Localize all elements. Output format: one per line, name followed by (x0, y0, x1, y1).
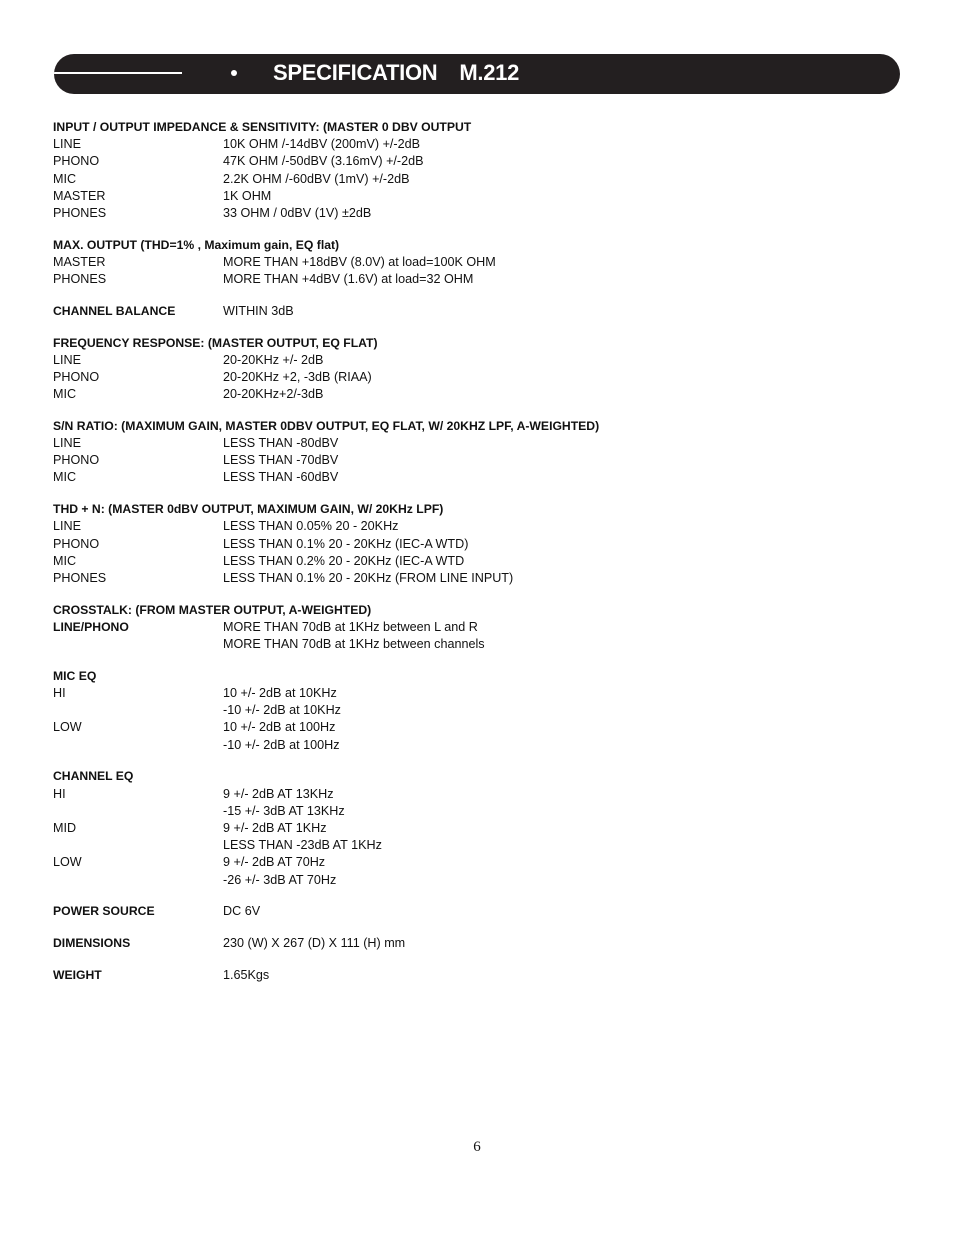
banner-line-decoration (54, 72, 182, 74)
spec-section (53, 303, 913, 320)
spec-row (53, 619, 913, 636)
spec-value: -10 +/- 2dB at 10KHz (223, 703, 341, 718)
spec-label: HI (53, 786, 66, 801)
spec-section (53, 903, 913, 920)
spec-label: PHONO (53, 154, 100, 169)
model-name: M.212 (459, 60, 520, 85)
spec-row (53, 386, 913, 403)
spec-row (53, 452, 913, 469)
page-number: 6 (473, 1139, 481, 1155)
spec-value: LESS THAN 0.1% 20 - 20KHz (FROM LINE INPUT) (223, 570, 514, 585)
spec-row (53, 786, 913, 803)
spec-row (53, 369, 913, 386)
spec-label: LINE (53, 137, 81, 152)
spec-value: 1.65Kgs (223, 967, 270, 982)
spec-value: 20-20KHz +2, -3dB (RIAA) (223, 369, 372, 384)
spec-value: 10K OHM /-14dBV (200mV) +/-2dB (223, 137, 421, 152)
spec-value: -26 +/- 3dB AT 70Hz (223, 872, 337, 887)
spec-value: WITHIN 3dB (223, 303, 294, 318)
spec-label: PHONO (53, 536, 100, 551)
spec-row (53, 153, 913, 170)
spec-label (53, 872, 223, 889)
page-title (273, 60, 519, 86)
spec-row (53, 136, 913, 153)
spec-value: MORE THAN 70dB at 1KHz between L and R (223, 619, 478, 634)
section-heading: MIC EQ (53, 668, 97, 683)
spec-label: DIMENSIONS (53, 935, 131, 950)
spec-section (53, 935, 913, 952)
spec-row (53, 967, 913, 984)
spec-label: PHONES (53, 206, 107, 221)
spec-row (53, 636, 913, 653)
spec-label: LOW (53, 720, 82, 735)
spec-value: 10 +/- 2dB at 100Hz (223, 720, 336, 735)
spec-row (53, 702, 913, 719)
spec-label: MASTER (53, 254, 106, 269)
spec-row (53, 737, 913, 754)
spec-row (53, 303, 913, 320)
spec-row (53, 854, 913, 871)
spec-row (53, 171, 913, 188)
spec-row (53, 903, 913, 920)
spec-value: 2.2K OHM /-60dBV (1mV) +/-2dB (223, 171, 410, 186)
spec-section (53, 418, 913, 487)
spec-value: 10 +/- 2dB at 10KHz (223, 685, 337, 700)
spec-label: POWER SOURCE (53, 904, 155, 919)
spec-row (53, 837, 913, 854)
spec-row (53, 205, 913, 222)
spec-section (53, 602, 913, 654)
page-title-text: SPECIFICATION (273, 60, 438, 85)
section-heading: S/N RATIO: (MAXIMUM GAIN, MASTER 0DBV OUTPUT, EQ FLAT, W/ 20KHZ LPF, A-WEIGHTED) (53, 418, 600, 433)
spec-label: LINE/PHONO (53, 619, 129, 634)
spec-row (53, 352, 913, 369)
spec-value: 9 +/- 2dB AT 70Hz (223, 855, 326, 870)
section-heading: FREQUENCY RESPONSE: (MASTER OUTPUT, EQ FLAT) (53, 335, 378, 350)
spec-label: HI (53, 685, 66, 700)
spec-value: 47K OHM /-50dBV (3.16mV) +/-2dB (223, 154, 424, 169)
spec-value: 1K OHM (223, 188, 272, 203)
spec-row (53, 271, 913, 288)
spec-row (53, 935, 913, 952)
spec-label: PHONES (53, 272, 107, 287)
spec-banner (54, 54, 900, 94)
spec-label: PHONO (53, 453, 100, 468)
spec-label: MIC (53, 171, 77, 186)
spec-section (53, 237, 913, 289)
spec-row (53, 719, 913, 736)
spec-section (53, 501, 913, 587)
spec-section (53, 119, 913, 222)
spec-row (53, 254, 913, 271)
spec-label: MIC (53, 553, 77, 568)
spec-label: WEIGHT (53, 967, 102, 982)
spec-value: LESS THAN 0.2% 20 - 20KHz (IEC-A WTD (223, 553, 465, 568)
spec-row (53, 435, 913, 452)
spec-value: DC 6V (223, 904, 261, 919)
spec-label: MASTER (53, 188, 106, 203)
spec-label: LOW (53, 855, 82, 870)
spec-label: LINE (53, 352, 81, 367)
spec-row (53, 803, 913, 820)
banner-dot-decoration (231, 70, 237, 76)
spec-value: 9 +/- 2dB AT 13KHz (223, 786, 334, 801)
spec-row (53, 536, 913, 553)
spec-row (53, 820, 913, 837)
spec-label (53, 803, 223, 820)
spec-label: MIC (53, 470, 77, 485)
spec-label: CHANNEL BALANCE (53, 303, 176, 318)
spec-value: MORE THAN +18dBV (8.0V) at load=100K OHM (223, 254, 496, 269)
spec-value: -15 +/- 3dB AT 13KHz (223, 803, 345, 818)
spec-value: LESS THAN 0.05% 20 - 20KHz (223, 519, 399, 534)
spec-label: LINE (53, 436, 81, 451)
spec-value: LESS THAN -80dBV (223, 436, 339, 451)
spec-row (53, 685, 913, 702)
spec-value: 230 (W) X 267 (D) X 111 (H) mm (223, 935, 406, 950)
spec-row (53, 872, 913, 889)
section-heading: INPUT / OUTPUT IMPEDANCE & SENSITIVITY: (MASTER 0 DBV OUTPUT (53, 120, 472, 134)
spec-value: 33 OHM / 0dBV (1V) ±2dB (223, 206, 372, 221)
section-heading: MAX. OUTPUT (THD=1% , Maximum gain, EQ flat) (53, 237, 340, 252)
spec-section (53, 335, 913, 404)
spec-value: LESS THAN -70dBV (223, 453, 339, 468)
spec-row (53, 553, 913, 570)
spec-value: -10 +/- 2dB at 100Hz (223, 737, 340, 752)
spec-row (53, 518, 913, 535)
spec-label (53, 737, 223, 754)
spec-value: 9 +/- 2dB AT 1KHz (223, 820, 327, 835)
spec-label: LINE (53, 519, 81, 534)
section-heading: CROSSTALK: (FROM MASTER OUTPUT, A-WEIGHTED) (53, 602, 372, 617)
spec-value: LESS THAN -60dBV (223, 470, 339, 485)
spec-label (53, 702, 223, 719)
spec-value: LESS THAN 0.1% 20 - 20KHz (IEC-A WTD) (223, 536, 469, 551)
spec-value: MORE THAN +4dBV (1.6V) at load=32 OHM (223, 272, 474, 287)
spec-row (53, 570, 913, 587)
spec-value: 20-20KHz +/- 2dB (223, 352, 324, 367)
spec-row (53, 469, 913, 486)
spec-section (53, 967, 913, 984)
section-heading: CHANNEL EQ (53, 769, 134, 784)
spec-label: PHONO (53, 369, 100, 384)
spec-section (53, 768, 913, 888)
spec-label: MIC (53, 387, 77, 402)
spec-content (53, 119, 913, 998)
spec-section (53, 668, 913, 754)
section-heading: THD + N: (MASTER 0dBV OUTPUT, MAXIMUM GAIN, W/ 20KHz LPF) (53, 502, 444, 517)
spec-label: MID (53, 820, 77, 835)
spec-label: PHONES (53, 570, 107, 585)
spec-label (53, 636, 223, 653)
spec-value: 20-20KHz+2/-3dB (223, 387, 324, 402)
spec-value: LESS THAN -23dB AT 1KHz (223, 838, 382, 853)
spec-label (53, 837, 223, 854)
spec-row (53, 188, 913, 205)
spec-value: MORE THAN 70dB at 1KHz between channels (223, 637, 485, 652)
